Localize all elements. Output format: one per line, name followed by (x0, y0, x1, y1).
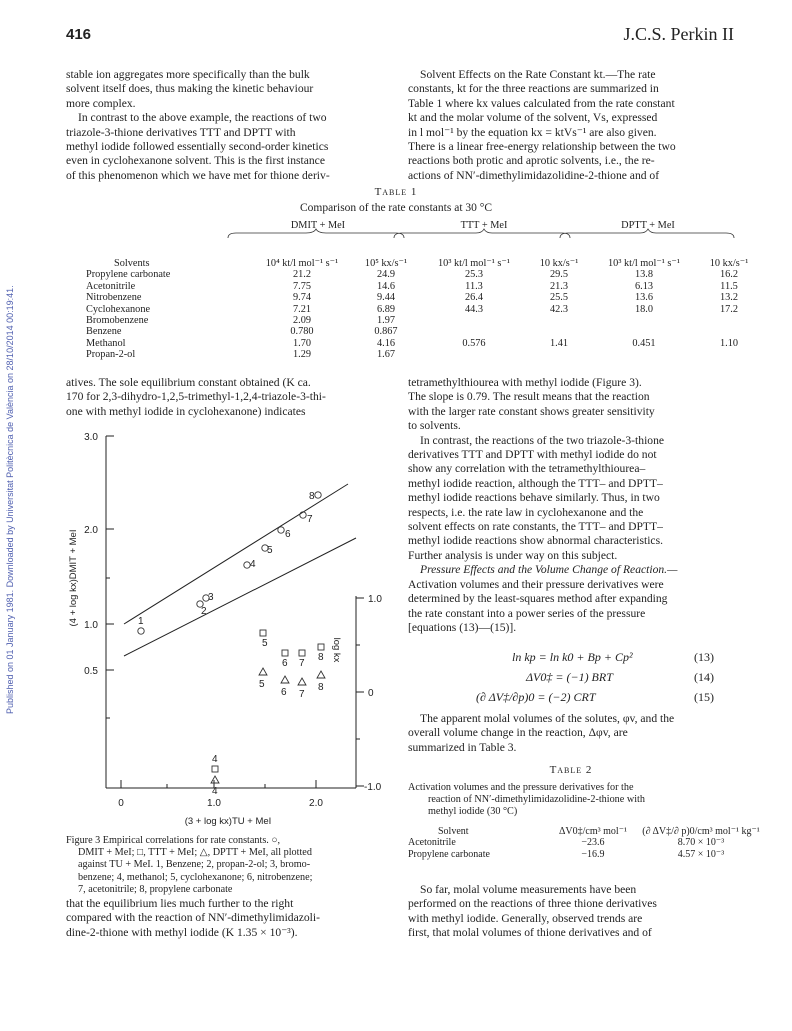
text-line: triazole-3-thione derivatives TTT and DPTT with (66, 125, 296, 139)
table-cell: 2.09 (292, 315, 312, 327)
table-cell: 6.89 (376, 303, 396, 315)
y-left-tick: 3.0 (84, 432, 98, 443)
table2-caption (408, 782, 734, 819)
y-right-tick: -1.0 (364, 782, 382, 793)
table-cell: Bromobenzene (86, 315, 149, 327)
figure3-caption (66, 835, 392, 896)
table-cell: 1.10 (719, 337, 739, 349)
table-header: ΔV0‡/cm³ mol⁻¹ (559, 826, 627, 837)
table2 (408, 826, 764, 860)
table-header: 10⁵ kx/s⁻¹ (364, 258, 408, 269)
equation-15: (∂ ΔV‡/∂p)0 = (−2) CRT (476, 690, 596, 704)
text-line: of this phenomenon which we have met for thione deriv- (66, 168, 330, 182)
table-cell: 4.57 × 10⁻³ (677, 848, 725, 860)
text-line: even in cyclohexanone solvent. This is the first instance (66, 154, 325, 168)
table-cell: −23.6 (581, 837, 605, 849)
text-line: one with methyl iodide in cyclohexanone) indicates (66, 404, 306, 418)
reference-line (124, 538, 356, 656)
y-left-tick: 1.0 (84, 620, 98, 631)
dmit-regression-line (124, 484, 348, 624)
table-cell: 9.44 (376, 292, 396, 304)
table-cell (696, 315, 762, 326)
table-cell: 1.41 (549, 337, 569, 349)
table-header: Solvents (114, 258, 150, 269)
text-line: So far, molal volume measurements have been (420, 883, 637, 896)
table-cell: 0.867 (374, 326, 398, 338)
y-left-tick: 0.5 (84, 666, 98, 677)
left-column-bottom (66, 897, 392, 940)
table1-header-row (86, 258, 762, 269)
text-line: methyl iodide reaction, although the TTT– and DPTT– (408, 476, 663, 490)
dptt-point (317, 671, 325, 678)
table-cell: 1.29 (292, 349, 312, 361)
dmit-point-label: 6 (285, 529, 291, 540)
ttt-point-label: 6 (282, 658, 288, 669)
y-left-tick: 2.0 (84, 525, 98, 536)
table-header: 10³ kt/l mol⁻¹ s⁻¹ (608, 258, 680, 269)
table-cell: 1.67 (376, 349, 396, 361)
table-cell: 9.74 (292, 292, 312, 304)
dmit-point (278, 527, 284, 533)
caption-line: against TU + MeI. 1, Benzene; 2, propan-2-ol; 3, bromo- (78, 859, 311, 871)
ttt-point-label: 5 (262, 638, 268, 649)
equation-14: ΔV0‡ = (−1) BRT (526, 670, 613, 684)
table-cell: 25.5 (549, 292, 569, 304)
table-row (86, 304, 762, 315)
text-line: In contrast to the above example, the reactions of two (78, 111, 327, 125)
dptt-point-label: 6 (281, 687, 287, 698)
text-line: solvent effects on rate constants, the TTT– and DPTT– (408, 520, 663, 534)
text-line: Solvent Effects on the Rate Constant kt.—The rate (420, 68, 656, 81)
dptt-point (211, 776, 219, 783)
dmit-point (300, 512, 306, 518)
table1-group-dmit: DMIT + MeI (290, 220, 346, 231)
table-cell: 11.5 (720, 280, 738, 292)
table-cell: 8.70 × 10⁻³ (677, 837, 725, 849)
equation-13: ln kp = ln k0 + Bp + Cp² (512, 650, 633, 664)
journal-title: J.C.S. Perkin II (623, 24, 734, 44)
table-header: Solvent (438, 826, 469, 837)
x-axis-label: (3 + log kx)TU + MeI (184, 816, 272, 827)
table-row (408, 849, 764, 860)
table-cell: 18.0 (634, 303, 654, 315)
left-column-top (66, 68, 392, 183)
figure3-chart (66, 428, 396, 832)
text-line: compared with the reaction of NN′-dimethylimidazoli- (66, 911, 320, 925)
download-watermark: Published on 01 January 1981. Downloaded by Universitat Politècnica de València on 28/10/2014 00:19:41. (5, 285, 15, 715)
table-header: 10⁴ kt/l mol⁻¹ s⁻¹ (265, 258, 339, 269)
table-cell (422, 349, 526, 360)
y-right-tick: 1.0 (368, 594, 382, 605)
table-cell: 0.576 (462, 337, 486, 349)
table-row (408, 837, 764, 848)
dptt-points (211, 668, 325, 783)
ttt-point-label: 4 (212, 754, 218, 765)
table-cell: 21.3 (549, 280, 569, 292)
right-column-after-equations (408, 712, 734, 755)
ttt-point (212, 766, 218, 772)
table-header: 10³ kt/l mol⁻¹ s⁻¹ (438, 258, 510, 269)
table-cell (592, 315, 696, 326)
table-row (86, 338, 762, 349)
table-cell: 29.5 (549, 269, 569, 281)
text-line: reactions both protic and aprotic solvents, i.e., the re- (408, 154, 655, 168)
dptt-point-label: 4 (212, 786, 218, 797)
table2-header-row (408, 826, 764, 837)
table-cell: 4.16 (376, 337, 396, 349)
ttt-point-label: 7 (299, 658, 305, 669)
text-line: with methyl iodide. Generally, observed trends are (408, 911, 643, 925)
caption-line: methyl iodide (30 °C) (428, 806, 518, 818)
table1 (86, 258, 762, 361)
dmit-point-label: 3 (208, 592, 214, 603)
text-line: [equations (13)—(15)]. (408, 620, 517, 634)
text-line: the rate constant into a power series of the pressure (408, 606, 646, 620)
text-line: summarized in Table 3. (408, 740, 517, 754)
table-cell: 1.97 (376, 315, 396, 327)
table-cell: 13.2 (719, 292, 739, 304)
table-header: (∂ ΔV‡/∂ p)0/cm³ mol⁻¹ kg⁻¹ (642, 826, 760, 838)
right-column-bottom (408, 883, 734, 941)
table1-caption: Comparison of the rate constants at 30 °C (299, 202, 493, 214)
text-line: There is a linear free-energy relationship between the two (408, 140, 676, 154)
table-cell (526, 326, 592, 337)
caption-line: Figure 3 Empirical correlations for rate constants. ○, (66, 835, 281, 846)
table-cell (422, 326, 526, 337)
table1-group-dptt: DPTT + MeI (621, 220, 675, 231)
table-cell: Methanol (86, 337, 126, 349)
text-line: determined by the least-squares method after expanding (408, 592, 668, 606)
text-line: derivatives TTT and DPTT with methyl iodide do not (408, 448, 657, 462)
table-row (86, 326, 762, 337)
x-tick: 1.0 (207, 798, 221, 809)
equation-number: (13) (694, 650, 714, 664)
table1-group-ttt: TTT + MeI (460, 220, 508, 231)
table-cell: 26.4 (464, 292, 484, 304)
text-line: more complex. (66, 96, 136, 110)
dmit-point-label: 7 (307, 514, 313, 525)
left-column-middle (66, 376, 392, 419)
dptt-point (298, 678, 306, 685)
table-cell (696, 326, 762, 337)
right-column-middle (408, 376, 734, 635)
equation-number: (14) (694, 670, 714, 684)
text-line: that the equilibrium lies much further to the right (66, 897, 294, 910)
table-row (86, 292, 762, 303)
table-row (86, 349, 762, 360)
dmit-points (138, 492, 321, 634)
dmit-point-label: 2 (201, 606, 207, 617)
caption-line: reaction of NN′-dimethylimidazolidine-2-thione with (428, 794, 645, 806)
table-cell (422, 315, 526, 326)
ttt-point (282, 650, 288, 656)
table-header: 10 kx/s⁻¹ (709, 258, 749, 269)
dptt-point-label: 7 (299, 689, 305, 700)
table-row (86, 315, 762, 326)
text-line: actions of NN′-dimethylimidazolidine-2-thione and of (408, 168, 660, 182)
table-cell: Acetonitrile (408, 837, 456, 849)
caption-line: 7, acetonitrile; 8, propylene carbonate (78, 883, 233, 895)
text-line: Further analysis is under way on this subject. (408, 548, 618, 562)
dmit-point (138, 628, 144, 634)
table-cell: Propylene carbonate (86, 269, 171, 281)
table-cell: 13.8 (634, 269, 654, 281)
table-cell: Cyclohexanone (86, 303, 151, 315)
equation-number: (15) (694, 690, 714, 704)
table-cell: 14.6 (376, 280, 396, 292)
dptt-point-label: 5 (259, 679, 265, 690)
dmit-point-label: 4 (250, 559, 256, 570)
table1-label: Table 1 (374, 186, 418, 198)
text-line: to solvents. (408, 419, 461, 433)
table-cell: Propylene carbonate (408, 848, 490, 860)
text-line: overall volume change in the reaction, Δφv, are (408, 726, 628, 740)
text-line: atives. The sole equilibrium constant obtained (K ca. (66, 376, 311, 389)
text-line: kt and the molar volume of the solvent, Vs, expressed (408, 111, 658, 125)
dmit-point (315, 492, 321, 498)
table-cell: Propan-2-ol (86, 349, 136, 361)
text-line: Activation volumes and their pressure derivatives were (408, 577, 664, 591)
caption-line: DMIT + MeI; □, TTT + MeI; △, DPTT + MeI, all plotted (78, 847, 312, 859)
table-cell (592, 326, 696, 337)
ttt-points (212, 630, 324, 772)
text-line: 170 for 2,3-dihydro-1,2,5-trimethyl-1,2,4-triazole-3-thi- (66, 390, 326, 404)
ttt-point (260, 630, 266, 636)
table-cell: 7.21 (292, 303, 312, 315)
table-cell: 25.3 (464, 269, 484, 281)
text-line: methyl iodide reactions show abnormal characteristics. (408, 534, 663, 548)
table-cell: Acetonitrile (86, 280, 136, 292)
text-line: dine-2-thione with methyl iodide (K 1.35 × 10⁻³). (66, 925, 298, 939)
table-cell: −16.9 (581, 848, 605, 860)
right-column-top (408, 68, 734, 183)
table-cell: 6.13 (634, 280, 654, 292)
table-cell: 13.6 (634, 292, 654, 304)
ttt-point (299, 650, 305, 656)
table-cell: Nitrobenzene (86, 292, 142, 304)
text-line: The apparent molal volumes of the solutes, φv, and the (420, 712, 675, 725)
dptt-point (281, 676, 289, 683)
table-cell: Benzene (86, 326, 122, 338)
table-cell (526, 349, 592, 360)
text-line: performed on the reactions of three thione derivatives (408, 897, 657, 911)
table-cell: 11.3 (465, 280, 483, 292)
table-cell (592, 349, 696, 360)
ttt-point-label: 8 (318, 652, 324, 663)
table2-label: Table 2 (549, 764, 593, 776)
dptt-point-label: 8 (318, 682, 324, 693)
y-right-tick: 0 (368, 688, 374, 699)
text-line: with the larger rate constant shows greater sensitivity (408, 404, 655, 418)
caption-line: Activation volumes and the pressure derivatives for the (408, 782, 634, 793)
text-line: The slope is 0.79. The result means that the reaction (408, 390, 650, 404)
text-line: stable ion aggregates more specifically than the bulk (66, 68, 310, 81)
dmit-point-label: 8 (309, 491, 315, 502)
y-right-axis-label: log kx (331, 637, 342, 663)
table-row (86, 281, 762, 292)
table-cell: 0.451 (632, 337, 656, 349)
x-tick: 0 (118, 798, 124, 809)
text-line: In contrast, the reactions of the two triazole-3-thione (420, 433, 665, 447)
text-line: methyl iodide reactions behave similarly. Thus, in two (408, 491, 660, 505)
table-cell: 21.2 (292, 269, 312, 281)
table-cell (696, 349, 762, 360)
table-header: 10 kx/s⁻¹ (539, 258, 579, 269)
table-cell: 24.9 (376, 269, 396, 281)
y-left-axis-label: (4 + log kx)DMIT + MeI (68, 529, 79, 627)
table1-group-braces (0, 228, 792, 242)
text-line: methyl iodide followed essentially second-order kinetics (66, 140, 329, 154)
dmit-point-label: 5 (267, 545, 273, 556)
dmit-point-label: 1 (138, 616, 144, 627)
text-line: tetramethylthiourea with methyl iodide (Figure 3). (408, 376, 642, 389)
table-cell: 42.3 (549, 303, 569, 315)
table-cell: 1.70 (292, 337, 312, 349)
table-cell: 17.2 (719, 303, 739, 315)
text-line: Table 1 where kx values calculated from the rate constant (408, 96, 675, 110)
page-number: 416 (66, 26, 92, 43)
caption-line: benzene; 4, methanol; 5, cyclohexanone; 6, nitrobenzene; (78, 871, 313, 883)
dptt-point (259, 668, 267, 675)
text-line: show any correlation with the tetramethylthiourea– (408, 462, 646, 476)
table-cell (526, 315, 592, 326)
text-line: solvent itself does, thus making the kinetic behaviour (66, 82, 314, 96)
text-line: Pressure Effects and the Volume Change of Reaction.— (420, 563, 678, 577)
text-line: constants, kt for the three reactions are summarized in (408, 82, 659, 96)
table-cell: 7.75 (292, 280, 312, 292)
table-row (86, 269, 762, 280)
text-line: in l mol⁻¹ by the equation kx = ktVs⁻¹ are also given. (408, 125, 657, 139)
x-tick: 2.0 (309, 798, 323, 809)
text-line: first, that molal volumes of thione derivatives and of (408, 926, 652, 940)
table-cell: 44.3 (464, 303, 484, 315)
text-line: respects, i.e. the rate law in cyclohexanone and the (408, 505, 644, 519)
table-cell: 0.780 (290, 326, 314, 338)
table-cell: 16.2 (719, 269, 739, 281)
ttt-point (318, 644, 324, 650)
